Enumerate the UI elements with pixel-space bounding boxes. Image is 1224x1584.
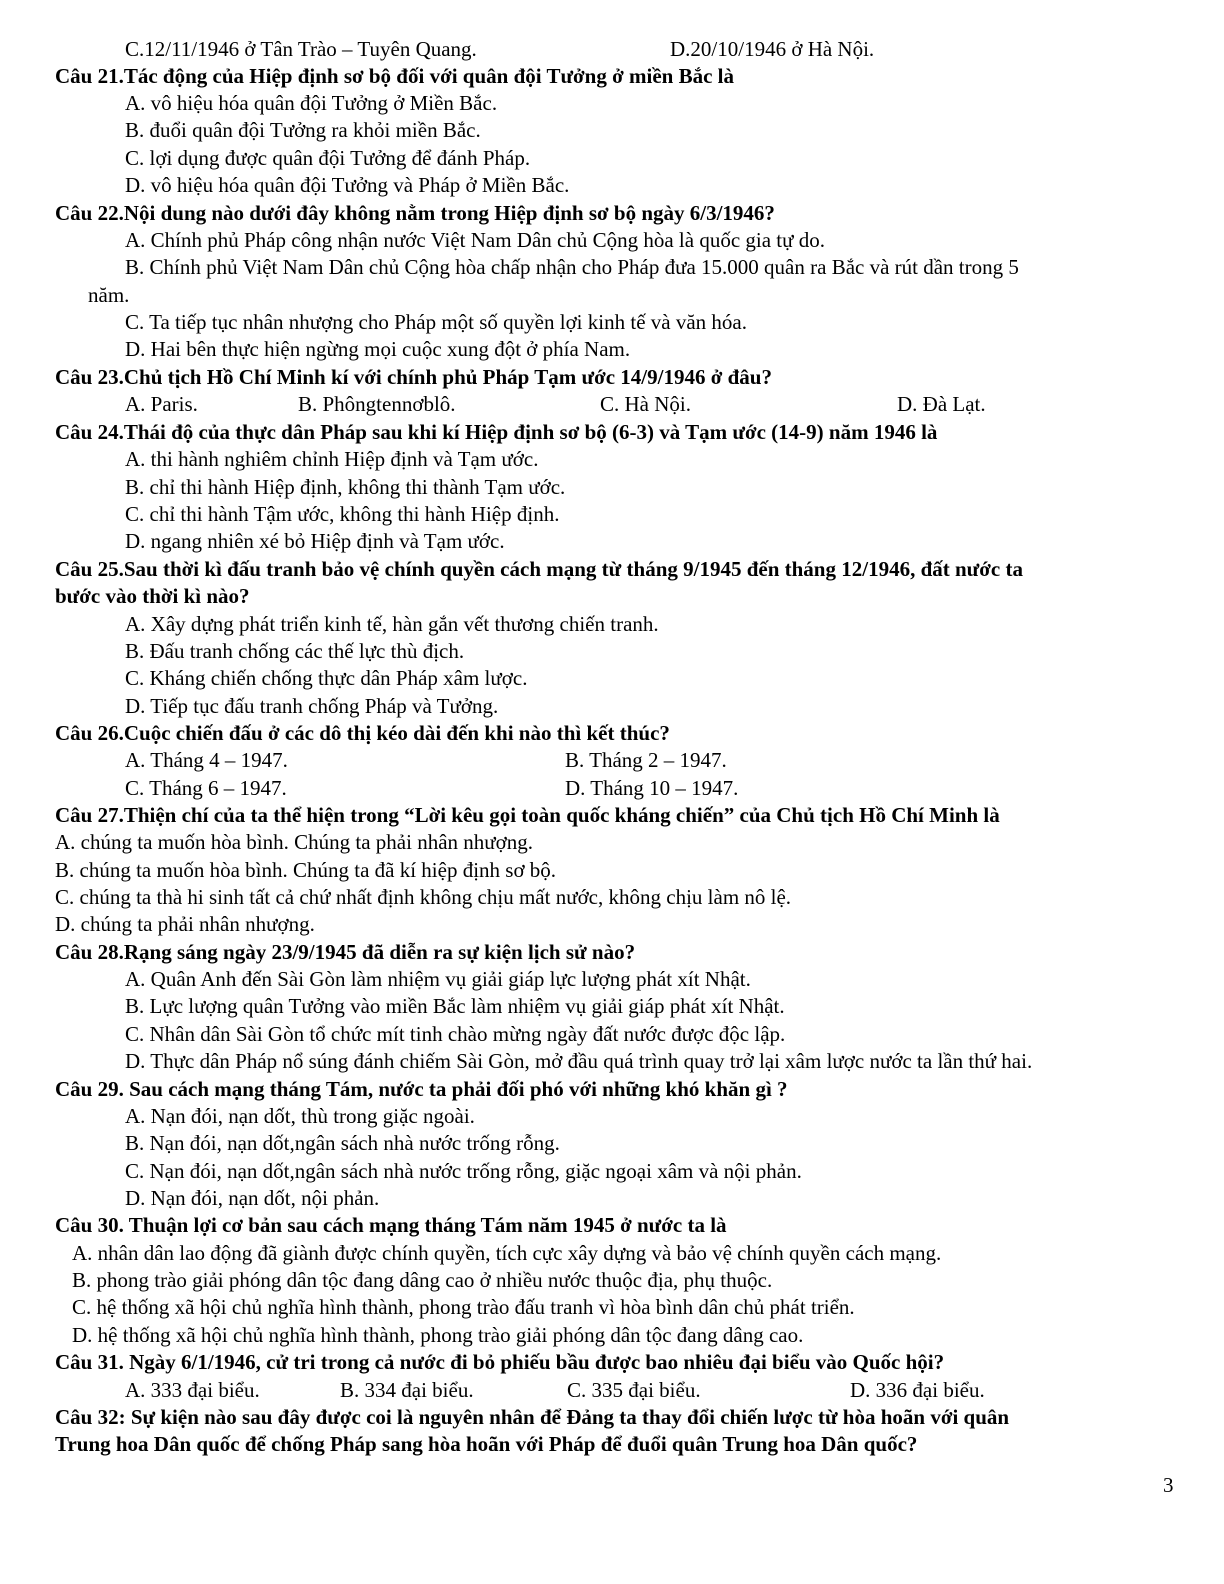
question-title: Câu 27.Thiện chí của ta thể hiện trong “Lời kêu gọi toàn quốc kháng chiến” của Chủ tịch Hồ Chí Minh là [55, 803, 1000, 827]
option-c: C. lợi dụng được quân đội Tưởng để đánh Pháp. [125, 146, 531, 170]
option-c: C.12/11/1946 ở Tân Trào – Tuyên Quang. [125, 37, 477, 61]
question-title: Câu 30. Thuận lợi cơ bản sau cách mạng tháng Tám năm 1945 ở nước ta là [55, 1213, 727, 1237]
question-title: Câu 29. Sau cách mạng tháng Tám, nước ta phải đối phó với những khó khăn gì ? [55, 1077, 788, 1101]
option-d: D. 336 đại biểu. [850, 1378, 985, 1402]
question-title: Câu 28.Rạng sáng ngày 23/9/1945 đã diễn ra sự kiện lịch sử nào? [55, 940, 636, 964]
option-b-continuation: năm. [88, 283, 130, 307]
option-a: A. nhân dân lao động đã giành được chính quyền, tích cực xây dựng và bảo vệ chính quyền cách mạng. [72, 1241, 942, 1265]
option-b: B. Chính phủ Việt Nam Dân chủ Cộng hòa chấp nhận cho Pháp đưa 15.000 quân ra Bắc và rút dần trong 5 [125, 255, 1019, 279]
option-b: B. 334 đại biểu. [340, 1378, 474, 1402]
option-b: B. Tháng 2 – 1947. [565, 748, 727, 772]
option-c: C. Nhân dân Sài Gòn tổ chức mít tinh chào mừng ngày đất nước được độc lập. [125, 1022, 786, 1046]
option-a: A. Chính phủ Pháp công nhận nước Việt Nam Dân chủ Cộng hòa là quốc gia tự do. [125, 228, 826, 252]
question-title-continuation: Trung hoa Dân quốc để chống Pháp sang hòa hoãn với Pháp để đuổi quân Trung hoa Dân quốc? [55, 1432, 918, 1456]
question-title-continuation: bước vào thời kì nào? [55, 584, 250, 608]
option-c: C. Nạn đói, nạn dốt,ngân sách nhà nước trống rỗng, giặc ngoại xâm và nội phản. [125, 1159, 802, 1183]
option-b: B. Đấu tranh chống các thế lực thù địch. [125, 639, 465, 663]
option-d: D. Tháng 10 – 1947. [565, 776, 739, 800]
option-d: D. chúng ta phải nhân nhượng. [55, 912, 315, 936]
option-b: B. Phôngtennơblô. [298, 392, 456, 416]
option-c: C. chỉ thi hành Tậm ước, không thi hành Hiệp định. [125, 502, 560, 526]
option-c: C. Kháng chiến chống thực dân Pháp xâm lược. [125, 666, 528, 690]
option-d: D.20/10/1946 ở Hà Nội. [670, 37, 875, 61]
option-a: A. thi hành nghiêm chỉnh Hiệp định và Tạm ước. [125, 447, 539, 471]
question-title: Câu 23.Chủ tịch Hồ Chí Minh kí với chính phủ Pháp Tạm ước 14/9/1946 ở đâu? [55, 365, 772, 389]
option-d: D. Tiếp tục đấu tranh chống Pháp và Tưởng. [125, 694, 499, 718]
option-a: A. Xây dựng phát triển kinh tế, hàn gắn vết thương chiến tranh. [125, 612, 659, 636]
option-d: D. hệ thống xã hội chủ nghĩa hình thành, phong trào giải phóng dân tộc đang dâng cao. [72, 1323, 804, 1347]
option-b: B. Lực lượng quân Tưởng vào miền Bắc làm nhiệm vụ giải giáp phát xít Nhật. [125, 994, 785, 1018]
question-title: Câu 31. Ngày 6/1/1946, cử tri trong cả nước đi bỏ phiếu bầu được bao nhiêu đại biểu vào Quốc hội? [55, 1350, 945, 1374]
option-b: B. đuổi quân đội Tưởng ra khỏi miền Bắc. [125, 118, 481, 142]
option-b: B. chúng ta muốn hòa bình. Chúng ta đã kí hiệp định sơ bộ. [55, 858, 557, 882]
question-title: Câu 32: Sự kiện nào sau đây được coi là nguyên nhân để Đảng ta thay đổi chiến lược từ hòa hoãn với quân [55, 1405, 1010, 1429]
option-b: B. chỉ thi hành Hiệp định, không thi thành Tạm ước. [125, 475, 566, 499]
option-a: A. 333 đại biểu. [125, 1378, 260, 1402]
option-c: C. chúng ta thà hi sinh tất cả chứ nhất định không chịu mất nước, không chịu làm nô lệ. [55, 885, 792, 909]
question-title: Câu 22.Nội dung nào dưới đây không nằm trong Hiệp định sơ bộ ngày 6/3/1946? [55, 201, 775, 225]
option-c: C. Tháng 6 – 1947. [125, 776, 287, 800]
option-a: A. vô hiệu hóa quân đội Tưởng ở Miền Bắc. [125, 91, 498, 115]
option-d: D. Hai bên thực hiện ngừng mọi cuộc xung đột ở phía Nam. [125, 337, 631, 361]
question-title: Câu 21.Tác động của Hiệp định sơ bộ đối với quân đội Tưởng ở miền Bắc là [55, 64, 734, 88]
option-d: D. Đà Lạt. [897, 392, 986, 416]
option-a: A. Tháng 4 – 1947. [125, 748, 288, 772]
option-a: A. chúng ta muốn hòa bình. Chúng ta phải nhân nhượng. [55, 830, 534, 854]
option-c: C. Hà Nội. [600, 392, 691, 416]
option-c: C. 335 đại biểu. [567, 1378, 701, 1402]
page-number: 3 [1163, 1473, 1174, 1497]
option-a: A. Nạn đói, nạn dốt, thù trong giặc ngoài. [125, 1104, 475, 1128]
option-b: B. Nạn đói, nạn dốt,ngân sách nhà nước trống rỗng. [125, 1131, 560, 1155]
option-a: A. Quân Anh đến Sài Gòn làm nhiệm vụ giải giáp lực lượng phát xít Nhật. [125, 967, 751, 991]
option-b: B. phong trào giải phóng dân tộc đang dâng cao ở nhiều nước thuộc địa, phụ thuộc. [72, 1268, 773, 1292]
question-title: Câu 25.Sau thời kì đấu tranh bảo vệ chính quyền cách mạng từ tháng 9/1945 đến tháng 12/1946, đất nước ta [55, 557, 1023, 581]
option-c: C. hệ thống xã hội chủ nghĩa hình thành, phong trào đấu tranh vì hòa bình dân chủ phát triển. [72, 1295, 855, 1319]
option-a: A. Paris. [125, 392, 198, 416]
question-title: Câu 26.Cuộc chiến đấu ở các dô thị kéo dài đến khi nào thì kết thúc? [55, 721, 670, 745]
option-c: C. Ta tiếp tục nhân nhượng cho Pháp một số quyền lợi kinh tế và văn hóa. [125, 310, 747, 334]
question-title: Câu 24.Thái độ của thực dân Pháp sau khi kí Hiệp định sơ bộ (6-3) và Tạm ước (14-9) năm 1946 là [55, 420, 938, 444]
option-d: D. ngang nhiên xé bỏ Hiệp định và Tạm ước. [125, 529, 505, 553]
option-d: D. Nạn đói, nạn dốt, nội phản. [125, 1186, 380, 1210]
option-d: D. Thực dân Pháp nổ súng đánh chiếm Sài Gòn, mở đầu quá trình quay trở lại xâm lược nước ta lần thứ hai. [125, 1049, 1033, 1073]
option-d: D. vô hiệu hóa quân đội Tưởng và Pháp ở Miền Bắc. [125, 173, 570, 197]
